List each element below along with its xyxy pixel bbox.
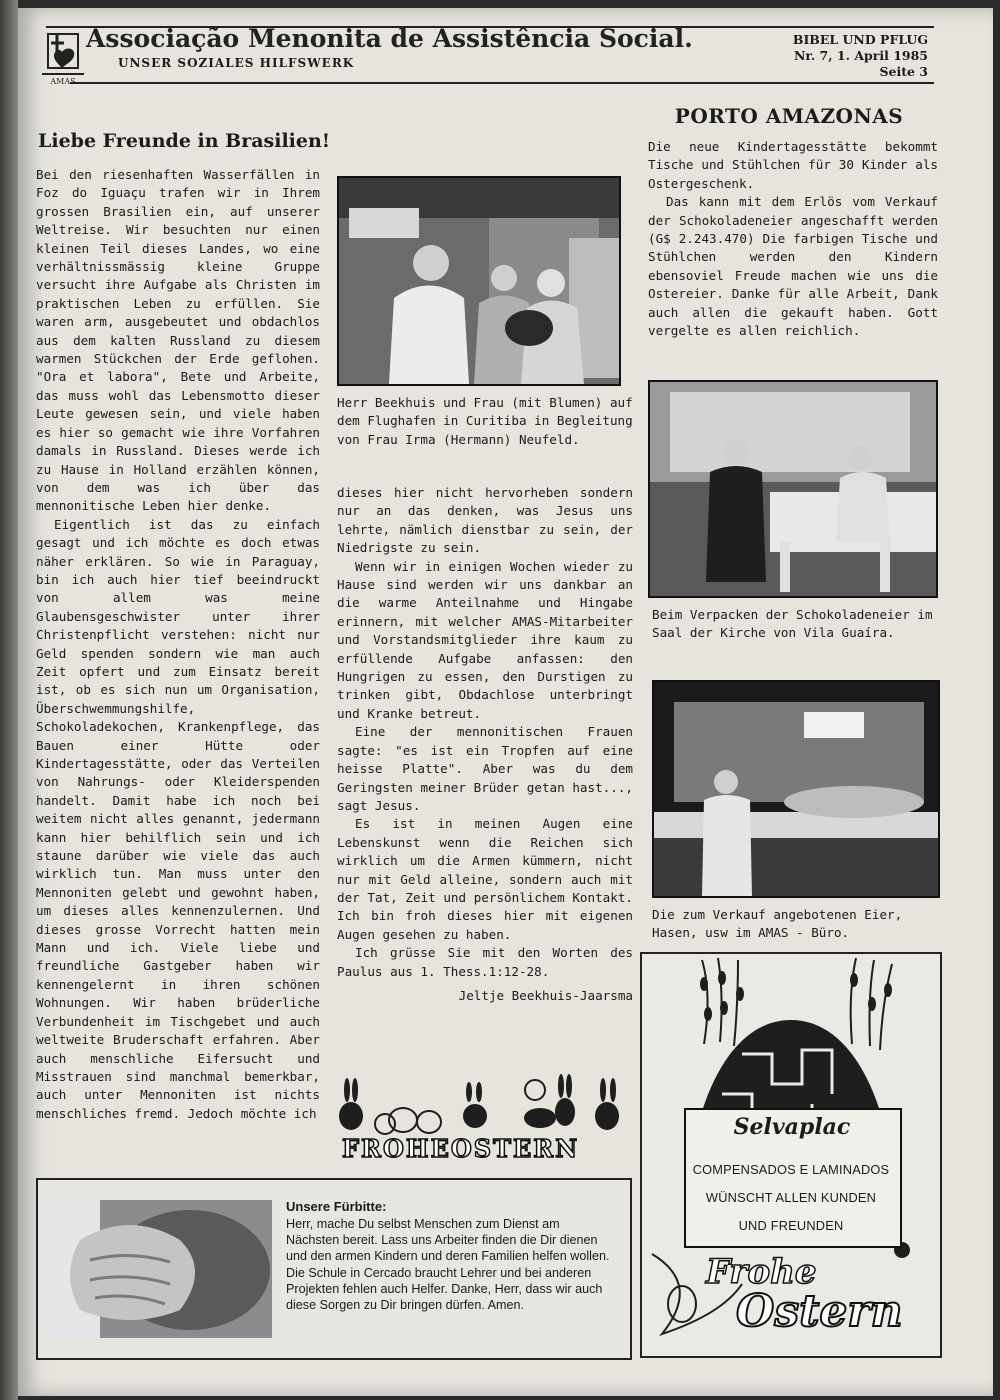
association-subtitle: UNSER SOZIALES HILFSWERK <box>118 56 355 70</box>
article-paragraph: Die neue Kindertagesstätte bekommt Tische und Stühlchen für 30 Kinder als Ostergeschenk. <box>648 139 938 191</box>
publication-name: BIBEL UND PFLUG <box>792 32 928 47</box>
ad-line-1: COMPENSADOS E LAMINADOS <box>692 1162 890 1177</box>
left-article-title: Liebe Freunde in Brasilien! <box>38 130 331 152</box>
article-paragraph: Es ist in meinen Augen eine Lebenskunst wenn die Reichen sich wirklich um die Armen kümmern, nicht nur mit Geld alleine, sondern auch mit der Tat, Zeit und persönlichem Kontakt. Ich bin froh dieses hier mit eigenen Augen gesehen zu haben. <box>337 816 633 942</box>
ad-brand-name: Selvaplac <box>733 1114 851 1140</box>
frohe-ostern-banner-text: FROHEOSTERN <box>342 1134 580 1163</box>
ad-greeting-frohe: Frohe <box>706 1252 817 1292</box>
right-article-text <box>648 138 938 340</box>
prayer-title: Unsere Fürbitte: <box>286 1199 387 1214</box>
article-paragraph: dieses hier nicht hervorheben sondern nur an das denken, was Jesus uns lehrte, nämlich dienstbar zu sein, der Niedrigste zu sein. <box>337 485 633 556</box>
article-paragraph: Das kann mit dem Erlös vom Verkauf der Schokoladeneier angeschafft werden (G$ 2.243.470) Die farbigen Tische und Stühlchen werden den Kindern ebensoviel Freude machen wie uns die Ostereier. Danke für alle Arbeit, Dank auch allen die gekauft haben. Gott vergelte es allen reichlich. <box>648 194 938 339</box>
amas-office-photo <box>652 680 940 898</box>
ad-greeting-ostern: Ostern <box>736 1286 903 1337</box>
header-rule-bottom <box>70 82 934 84</box>
airport-photo-caption: Herr Beekhuis und Frau (mit Blumen) auf dem Flughafen in Curitiba in Begleitung von Frau Irma (Hermann) Neufeld. <box>337 395 633 447</box>
packing-photo-caption: Beim Verpacken der Schokoladeneier im Saal der Kirche von Vila Guaíra. <box>652 607 933 641</box>
ad-line-3: UND FREUNDEN <box>738 1218 844 1233</box>
office-photo-caption: Die zum Verkauf angebotenen Eier, Hasen, usw im AMAS - Büro. <box>652 907 903 941</box>
issue-info <box>793 32 928 80</box>
article-paragraph: Eigentlich ist das zu einfach gesagt und ich möchte es doch etwas näher erklären. So wie in Paraguay, bin ich auch hier tief beeindruckt von allem was meine Glaubensgeschwister unter ihrer Christenpflicht verstehen: nicht nur Geld spenden sondern wie man auch Zeit opfert und zum Einsatz bereit ist, ob es sich nun um Organisation, Überschwemmungshilfe, Schokoladekochen, Krankenpflege, das Bauen einer Hütte oder Kindertagesstätte, oder das Verteilen von Nahrungs- oder Kleiderspenden handelt. Damit habe ich noch bei weitem nicht alles genannt, jedermann kann hier behilflich sein und ich staune darüber wie viele das auch wirklich tun. Man muss unter den Mennoniten gelebt und gewohnt haben, um dieses alles kennenzulernen. Und dieses grosse Vorrecht hatten mein Mann und ich. Viele liebe und freundliche Gastgeber haben wir kennengelernt in ihren schönen Wohnungen. Wir haben brüderliche Verbundenheit im Tischgebet und auch weltweite Bruderschaft erfahren. Aber auch menschliche Eifersucht und Misstrauen sind manchmal bemerkbar, auch unter Mennoniten ist nichts menschliches fremd. Jedoch möchte ich <box>36 516 320 1121</box>
right-article-title: PORTO AMAZONAS <box>674 104 904 128</box>
article-paragraph: Ich grüsse Sie mit den Worten des Paulus aus 1. Thess.1:12-28. <box>337 945 633 979</box>
praying-hands-image <box>40 1200 272 1338</box>
article-paragraph: Eine der mennonitischen Frauen sagte: "es ist ein Tropfen auf eine heisse Platte". Aber was du dem Geringsten meiner Brüder getan hast..., sagt Jesus. <box>337 724 633 813</box>
left-article-column-2 <box>337 484 633 1005</box>
book-spine <box>0 0 18 1400</box>
airport-photo <box>337 176 621 386</box>
amas-logo <box>40 30 86 86</box>
association-title: Associação Menonita de Assistência Social. <box>86 24 693 53</box>
issue-number: Nr. 7, 1. April 1985 <box>793 48 928 63</box>
prayer-text: Herr, mache Du selbst Menschen zum Dienst am Nächsten bereit. Lass uns Arbeiter finden die Dir dienen und den armen Kindern und deren Familien helfen wollen. Die Schule in Cercado braucht Lehrer und bei anderen Projekten fehlen auch Helfer. Danke, Herr, dass wir auch diese Sorgen zu Dir bringen dürfen. Amen. <box>286 1217 610 1313</box>
left-article-column-1 <box>36 166 320 1123</box>
page-number: Seite 3 <box>879 64 928 79</box>
packing-eggs-photo <box>648 380 938 598</box>
article-paragraph: Wenn wir in einigen Wochen wieder zu Hause sind werden wir uns dankbar an die warme Anteilnahme und Hingabe erinnern, mit welcher AMAS-Mitarbeiter und Vorstandsmitglieder ihre kaum zu erfüllende Aufgabe anfassen: den Hungrigen zu essen, den Durstigen zu trinken gibt, Obdachlose unterbringt und Kranke betreut. <box>337 558 633 721</box>
logo-text: AMAS <box>50 77 76 86</box>
article-paragraph: Bei den riesenhaften Wasserfällen in Foz do Iguaçu trafen wir in Ihrem grossen Brasilien ein, auf unserer Weltreise. Wir besuchten nur einen kleinen Teil dieses Landes, wo eine verhältnissmässig kleine Gruppe versucht ihre Aufgabe als Christen im praktischen Leben zu erfüllen. Sie waren arm, ausgebeutet und obdachlos aus dem kalten Russland zu diesem warmen Stückchen der Erde geflohen. "Ora et labora", Bete und Arbeite, das muss wohl das Lebensmotto dieser Leute gewesen sein, und viele haben es hier so gemacht wie ihre Vorfahren damals in Russland. Dieses werde ich zu Hause in Holland erzählen können, von dem was ich über das mennonitische Leben hier denke. <box>36 167 320 514</box>
signature: Jeltje Beekhuis-Jaarsma <box>458 987 633 1003</box>
ad-line-2: WÜNSCHT ALLEN KUNDEN <box>705 1190 877 1205</box>
